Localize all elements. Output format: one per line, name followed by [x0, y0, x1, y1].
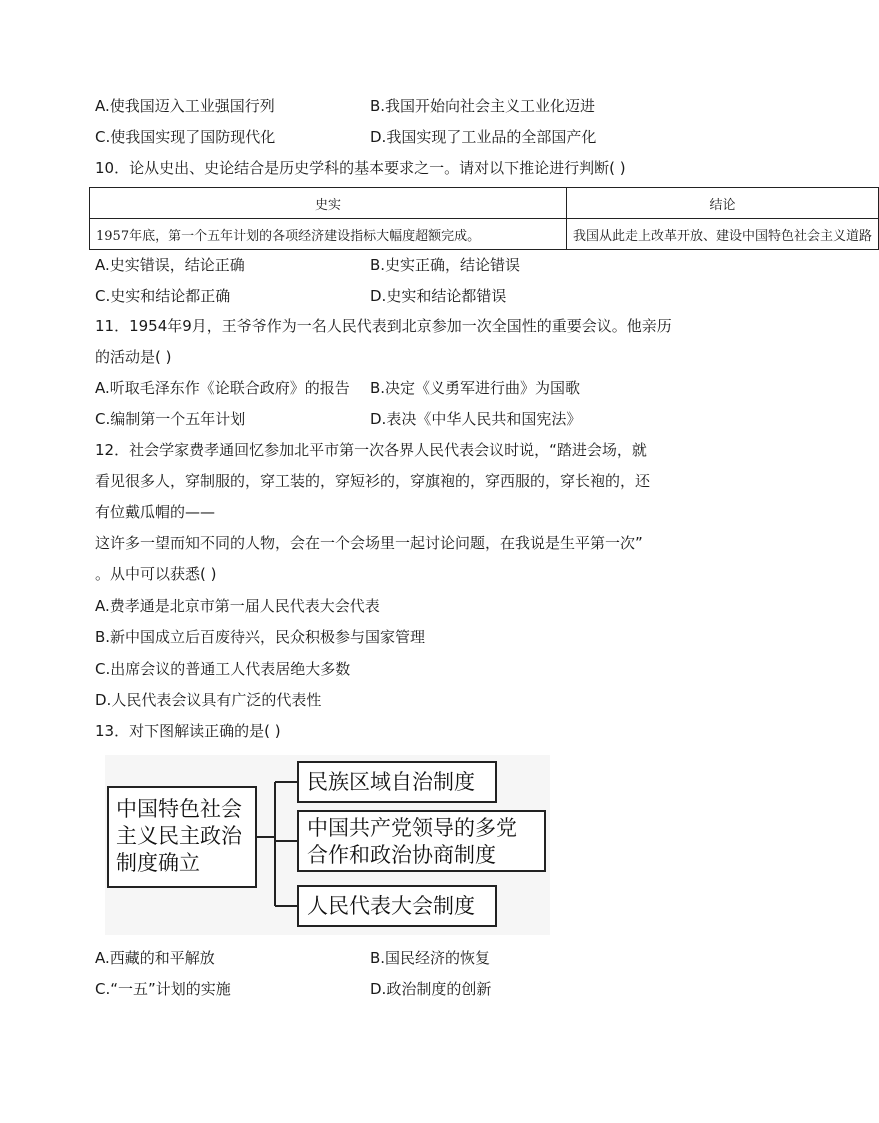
q12-stem-line5: 。从中可以获悉( )	[95, 565, 217, 583]
branch2-text	[307, 815, 517, 869]
q12-stem-line3: 有位戴瓜帽的——	[95, 503, 216, 521]
q13-option-a: A.西藏的和平解放	[95, 949, 215, 967]
main-box-line2: 主义民主政治	[116, 824, 242, 848]
q12-option-b: B.新中国成立后百废待兴，民众积极参与国家管理	[95, 628, 426, 646]
branch2-line1: 中国共产党领导的多党	[307, 816, 517, 840]
q10-table	[89, 187, 879, 250]
q12-option-d: D.人民代表会议具有广泛的代表性	[95, 691, 322, 709]
q11-option-b: B.决定《义勇军进行曲》为国歌	[370, 379, 581, 397]
q11-option-a: A.听取毛泽东作《论联合政府》的报告	[95, 379, 350, 397]
q10-table-header-fact: 史实	[90, 188, 567, 219]
q10-option-a: A.史实错误，结论正确	[95, 256, 245, 274]
q10-stem: 10．论从史出、史论结合是历史学科的基本要求之一。请对以下推论进行判断( )	[95, 159, 626, 177]
q12-stem-line2: 看见很多人，穿制服的，穿工装的，穿短衫的，穿旗袍的，穿西服的，穿长袍的，还	[95, 472, 651, 490]
q11-option-c: C.编制第一个五年计划	[95, 410, 246, 428]
q10-table-header-conclusion: 结论	[566, 188, 878, 219]
main-box-line1: 中国特色社会	[116, 797, 242, 821]
q13-option-c: C.“一五”计划的实施	[95, 980, 231, 998]
q10-table-wrapper	[89, 187, 872, 253]
branch2-line2: 合作和政治协商制度	[307, 843, 496, 867]
q13-option-b: B.国民经济的恢复	[370, 949, 491, 967]
q9-option-a: A.使我国迈入工业强国行列	[95, 97, 275, 115]
q13-stem: 13．对下图解读正确的是( )	[95, 722, 281, 740]
q12-option-c: C.出席会议的普通工人代表居绝大多数	[95, 660, 351, 678]
q12-stem-line4: 这许多一望而知不同的人物，会在一个会场里一起讨论问题，在我说是生平第一次”	[95, 534, 643, 552]
q10-option-c: C.史实和结论都正确	[95, 287, 231, 305]
q10-option-d: D.史实和结论都错误	[370, 287, 507, 305]
q12-option-a: A.费孝通是北京市第一届人民代表大会代表	[95, 597, 380, 615]
q13-diagram	[105, 755, 550, 935]
q10-table-cell-conclusion: 我国从此走上改革开放、建设中国特色社会主义道路	[566, 219, 878, 250]
q10-option-b: B.史实正确，结论错误	[370, 256, 521, 274]
q9-option-d: D.我国实现了工业品的全部国产化	[370, 128, 597, 146]
q11-stem-line1: 11．1954年9月，王爷爷作为一名人民代表到北京参加一次全国性的重要会议。他亲历	[95, 317, 672, 335]
q9-option-c: C.使我国实现了国防现代化	[95, 128, 276, 146]
main-box-text	[116, 796, 242, 877]
q11-option-d: D.表决《中华人民共和国宪法》	[370, 410, 582, 428]
branch1-text: 民族区域自治制度	[307, 770, 475, 794]
branch3-text: 人民代表大会制度	[307, 894, 475, 918]
q10-table-cell-fact: 1957年底，第一个五年计划的各项经济建设指标大幅度超额完成。	[90, 219, 567, 250]
main-box-line3: 制度确立	[116, 851, 200, 875]
q11-stem-line2: 的活动是( )	[95, 348, 172, 366]
q12-stem-line1: 12．社会学家费孝通回忆参加北平市第一次各界人民代表会议时说，“踏进会场，就	[95, 441, 647, 459]
q13-option-d: D.政治制度的创新	[370, 980, 492, 998]
q9-option-b: B.我国开始向社会主义工业化迈进	[370, 97, 596, 115]
